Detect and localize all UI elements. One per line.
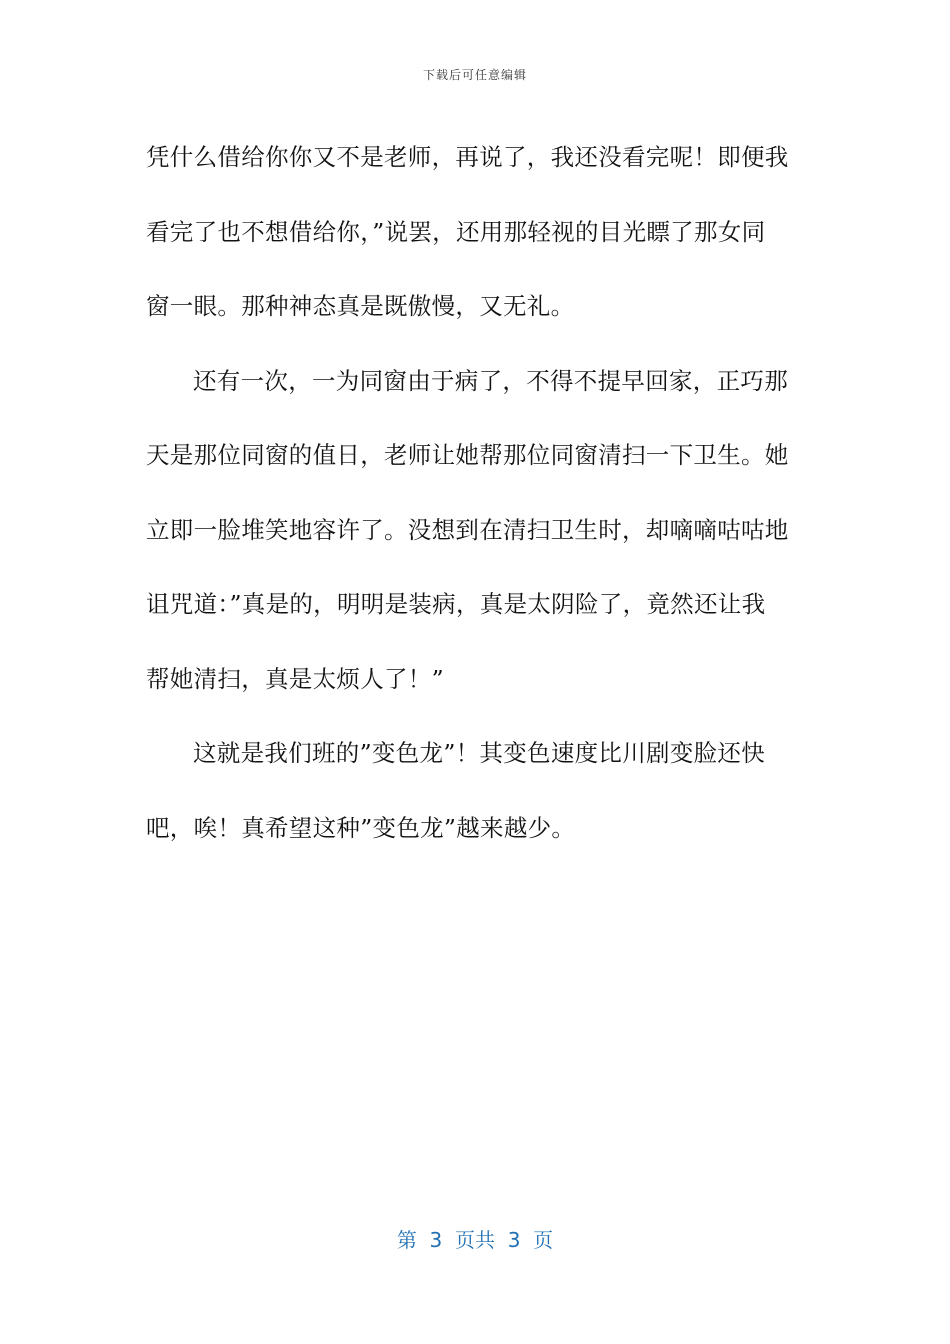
text-line: 窗一眼。那种神态真是既傲慢，又无礼。	[146, 292, 575, 320]
text-line: 诅咒道：”真是的，明明是装病，真是太阴险了，竟然还让我	[146, 590, 766, 618]
text-line: 看完了也不想借给你，”说罢，还用那轻视的目光瞟了那女同	[146, 217, 766, 246]
text-line: 吧，唉！真希望这种”变色龙”越来越少。	[146, 813, 576, 842]
text-line: 天是那位同窗的值日，老师让她帮那位同窗清扫一下卫生。她	[146, 441, 789, 469]
document-body	[146, 120, 790, 865]
text-line: 这就是我们班的”变色龙”！其变色速度比川剧变脸还快	[193, 739, 766, 767]
text-line: 立即一脸堆笑地容许了。没想到在清扫卫生时，却嘀嘀咕咕地	[146, 515, 789, 544]
text-line: 帮她清扫，真是太烦人了！”	[146, 664, 444, 693]
page-footer: 第 3 页共 3 页	[396, 1228, 554, 1252]
page-header: 下载后可任意编辑	[422, 68, 527, 82]
text-line: 还有一次，一为同窗由于病了，不得不提早回家，正巧那	[193, 366, 788, 395]
text-line: 凭什么借给你你又不是老师，再说了，我还没看完呢！即便我	[146, 143, 789, 171]
